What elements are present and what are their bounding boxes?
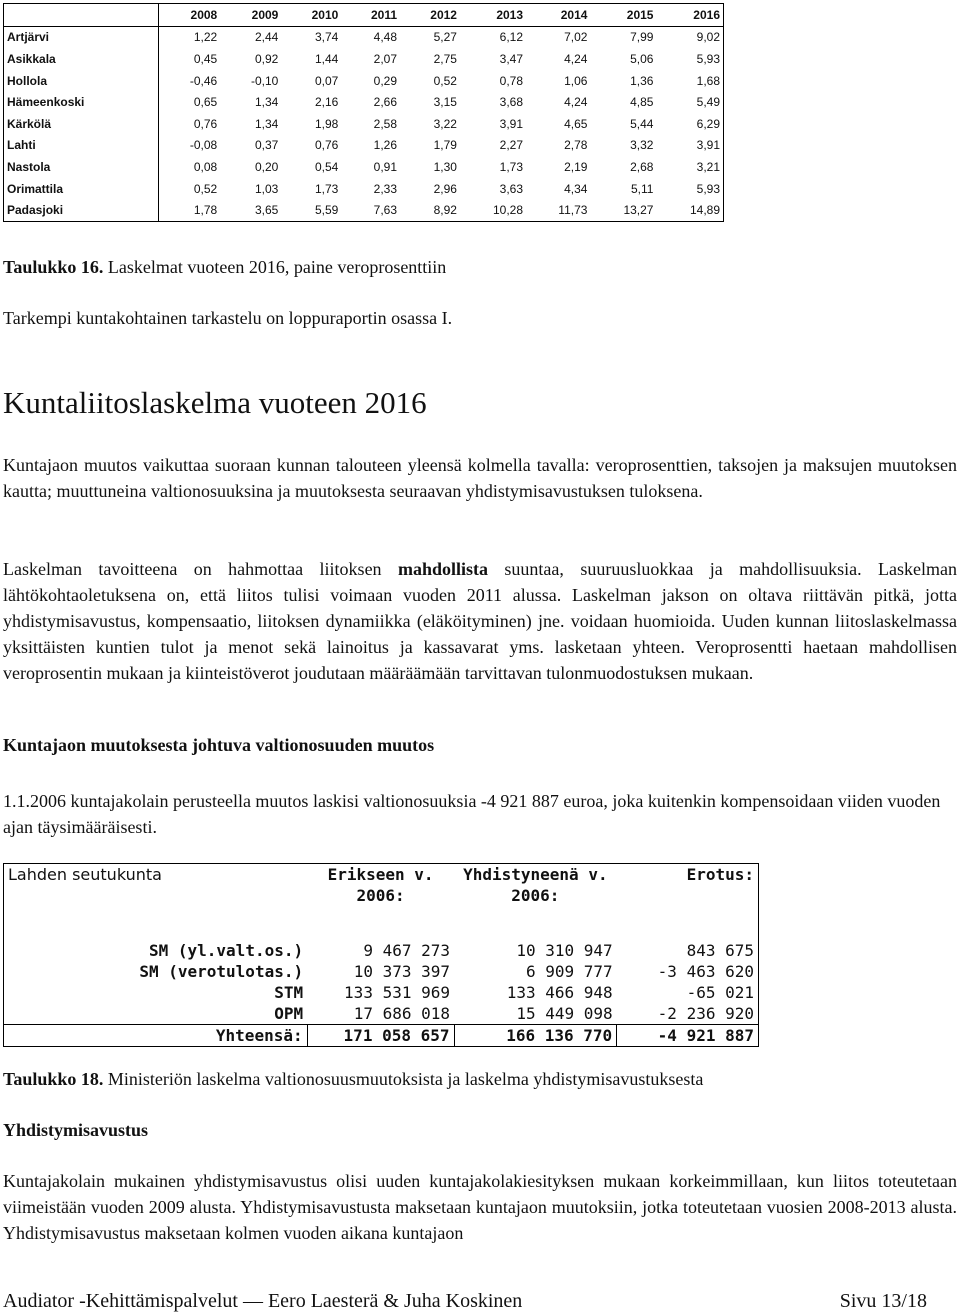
- rate-value: 6,12: [499, 30, 524, 45]
- municipality-name: Asikkala: [4, 48, 159, 70]
- corner-cell: [4, 4, 159, 27]
- caption-label: Taulukko 16.: [3, 257, 104, 277]
- rate-value: 2,27: [499, 138, 524, 153]
- rate-value: 7,99: [630, 30, 654, 45]
- table-row: [4, 961, 759, 982]
- footer-page-number: Sivu 13/18: [839, 1290, 927, 1312]
- subheading-valtionosuus: Kuntajaon muutoksesta johtuva valtionosuuden muutos: [3, 735, 435, 755]
- rate-value: 0,52: [193, 181, 218, 196]
- state-subsidy-table: [3, 863, 759, 1047]
- state-subsidy-header: [4, 864, 759, 907]
- rate-value: 4,24: [564, 51, 588, 66]
- rate-value: 1,78: [158, 199, 220, 221]
- rate-value: 3,32: [630, 138, 654, 153]
- year-header: 2013: [460, 4, 526, 27]
- subheading-yhdistymisavustus: Yhdistymisavustus: [3, 1120, 149, 1140]
- rate-value: 5,49: [656, 91, 723, 113]
- rate-value: 5,11: [631, 181, 654, 196]
- rate-value: 1,73: [499, 159, 524, 174]
- rate-value: 5,93: [656, 178, 723, 200]
- spacer-cell: [4, 906, 308, 940]
- table-row: [4, 940, 759, 961]
- rate-value: 3,68: [499, 95, 524, 110]
- rate-value: 1,22: [193, 30, 218, 45]
- year-header: 2008: [158, 4, 220, 27]
- paragraph-3: 1.1.2006 kuntajakolain perusteella muutos laskisi valtionosuuksia -4 921 887 euroa, joka kuitenkin kompensoidaan viiden vuoden ajan täysimääräisesti.: [3, 791, 941, 837]
- rate-value: 2,19: [564, 159, 588, 174]
- rate-value: 0,76: [314, 138, 339, 153]
- rate-value: 4,65: [564, 116, 588, 131]
- spacer-cell: [454, 906, 617, 940]
- rate-value: 0,78: [499, 73, 524, 88]
- rate-value: 2,75: [433, 51, 457, 66]
- rate-value: 3,63: [499, 181, 524, 196]
- paragraph-2-pre: Laskelman tavoitteena on hahmottaa liitoksen: [3, 559, 398, 579]
- rate-value: 3,91: [656, 135, 723, 157]
- caption-text: Ministeriön laskelma valtionosuusmuutoksista ja laskelma yhdistymisavustuksesta: [103, 1069, 704, 1089]
- col-combined-header: Yhdistyneenä v. 2006:: [454, 864, 617, 907]
- difference-value: -65 021: [617, 982, 759, 1003]
- region-label: Lahden seutukunta: [4, 864, 308, 907]
- rate-value: 8,92: [400, 199, 460, 221]
- table-row: [4, 199, 724, 221]
- rate-value: 6,29: [656, 113, 723, 135]
- table-row: [4, 1003, 759, 1025]
- rate-value: 2,16: [314, 95, 339, 110]
- table-18-caption: [3, 1066, 957, 1092]
- rate-value: 2,44: [255, 30, 279, 45]
- year-header: 2010: [281, 4, 341, 27]
- rate-value: 0,45: [193, 51, 218, 66]
- municipality-name: Nastola: [4, 156, 159, 178]
- rate-value: 0,29: [373, 73, 398, 88]
- municipality-name: Kärkölä: [4, 113, 159, 135]
- rate-value: 0,54: [314, 159, 339, 174]
- paragraph-2: [3, 556, 957, 686]
- total-combined: 166 136 770: [454, 1025, 617, 1047]
- rate-value: 10,28: [460, 199, 526, 221]
- rate-value: 1,79: [433, 138, 457, 153]
- municipality-name: Hämeenkoski: [4, 91, 159, 113]
- rate-value: 1,98: [314, 116, 339, 131]
- combined-value: 6 909 777: [525, 962, 613, 981]
- rate-value: 1,44: [314, 51, 339, 66]
- rate-value: 3,47: [499, 51, 524, 66]
- year-header: 2009: [220, 4, 281, 27]
- caption-label: Taulukko 18.: [3, 1069, 104, 1089]
- rate-value: 5,93: [656, 48, 723, 70]
- difference-value: 843 675: [617, 940, 759, 961]
- table-row: [4, 48, 724, 70]
- separate-value: 133 531 969: [344, 983, 451, 1002]
- rate-value: 1,34: [255, 95, 279, 110]
- rate-value: 5,27: [433, 30, 457, 45]
- tax-rate-table: [3, 3, 724, 222]
- tax-rate-table-header: [4, 4, 724, 27]
- spacer-row: [4, 906, 759, 940]
- combined-value: 133 466 948: [506, 983, 613, 1002]
- total-separate: 171 058 657: [307, 1025, 454, 1047]
- rate-value: 2,68: [630, 159, 654, 174]
- paragraph-1: Kuntajaon muutos vaikuttaa suoraan kunnan talouteen yleensä kolmella tavalla: veroprosenttien, taksojen ja maksujen muutoksen kautta; muuttuneina valtionosuuksina ja muutoksesta seuraavan yhdistymisavustuksen tuloksena.: [3, 455, 957, 501]
- rate-value: 0,65: [193, 95, 218, 110]
- rate-value: 7,02: [564, 30, 588, 45]
- rate-value: 0,91: [373, 159, 398, 174]
- note-text: Tarkempi kuntakohtainen tarkastelu on loppuraportin osassa I.: [3, 308, 453, 328]
- table-row: [4, 113, 724, 135]
- rate-value: 4,24: [564, 95, 588, 110]
- caption-text: Laskelmat vuoteen 2016, paine veroprosenttiin: [103, 257, 447, 277]
- rate-value: 1,06: [564, 73, 588, 88]
- rate-value: -0,10: [251, 73, 279, 88]
- rate-value: -0,08: [189, 138, 218, 153]
- rate-value: 1,34: [255, 116, 279, 131]
- paragraph-4: Kuntajakolain mukainen yhdistymisavustus olisi uuden kuntajakolakiesityksen mukaan korkeimmillaan, kun liitos toteutetaan viimeistään vuoden 2009 alusta. Yhdistymisavustusta maksetaan kuntajaon muutoksiin, jotka toteutetaan vuosien 2008-2013 alusta. Yhdistymisavustus maksetaan kolmen vuoden aikana kuntajaon: [3, 1171, 957, 1243]
- rate-value: 5,44: [630, 116, 654, 131]
- total-difference: -4 921 887: [617, 1025, 759, 1047]
- col-difference-header: Erotus:: [617, 864, 759, 907]
- rate-value: 0,92: [255, 51, 279, 66]
- rate-value: 3,15: [433, 95, 457, 110]
- rate-value: 0,20: [255, 159, 279, 174]
- rate-value: 11,73: [526, 199, 590, 221]
- rate-value: 13,27: [590, 199, 656, 221]
- spacer-cell: [617, 906, 759, 940]
- footer-author: Audiator -Kehittämispalvelut — Eero Laesterä & Juha Koskinen: [3, 1290, 523, 1312]
- ministry-label: STM: [4, 982, 308, 1003]
- paragraph-2-post: suuntaa, suuruusluokkaa ja mahdollisuuksia. Laskelman lähtökohtaoletuksena on, että liitos tulisi voimaan vuoden 2011 alussa. Laskelman jakson on oltava riittävän pitkä, jotta yhdistymisavustus, kompensaatio, liitoksen dynamiikka (eläköityminen) jne. voidaan huomioida. Uuden kunnan liitoslaskelmassa yksittäisten kuntien tulot ja menot sekä lainoitus ja kassavarat yms. lasketaan yhteen. Veroprosentti haetaan mahdollisen veroprosentin mukaan ja kiinteistöverot joudutaan määräämään tarvittavan tulonmuodostuksen mukaan.: [3, 559, 958, 683]
- rate-value: 0,52: [433, 73, 457, 88]
- rate-value: 3,74: [314, 30, 339, 45]
- rate-value: 14,89: [656, 199, 723, 221]
- table-row: [4, 135, 724, 157]
- year-header: 2011: [341, 4, 400, 27]
- year-header: 2015: [590, 4, 656, 27]
- table-16-caption: [3, 254, 957, 280]
- rate-value: 1,26: [373, 138, 398, 153]
- rate-value: 4,85: [630, 95, 654, 110]
- ministry-label: OPM: [4, 1003, 308, 1025]
- rate-value: 0,07: [314, 73, 339, 88]
- rate-value: 4,34: [564, 181, 588, 196]
- rate-value: 2,96: [433, 181, 457, 196]
- rate-value: 2,78: [564, 138, 588, 153]
- rate-value: 0,37: [255, 138, 279, 153]
- rate-value: 1,30: [433, 159, 457, 174]
- total-label: Yhteensä:: [4, 1025, 308, 1047]
- combined-value: 15 449 098: [516, 1004, 613, 1023]
- ministry-label: SM (verotulotas.): [4, 961, 308, 982]
- page-footer: [3, 1290, 927, 1313]
- rate-value: 2,07: [373, 51, 398, 66]
- table-row: [4, 91, 724, 113]
- year-header: 2014: [526, 4, 590, 27]
- rate-value: 0,76: [193, 116, 218, 131]
- year-header: 2016: [656, 4, 723, 27]
- rate-value: 2,58: [373, 116, 398, 131]
- rate-value: 1,73: [314, 181, 339, 196]
- ministry-label: SM (yl.valt.os.): [4, 940, 308, 961]
- state-subsidy-body: [4, 940, 759, 1025]
- table-row: [4, 70, 724, 92]
- paragraph-2-bold: mahdollista: [397, 559, 489, 579]
- table-row: [4, 156, 724, 178]
- table-row: [4, 982, 759, 1003]
- rate-value: 3,91: [499, 116, 524, 131]
- rate-value: 1,36: [630, 73, 654, 88]
- combined-value: 10 310 947: [516, 941, 613, 960]
- municipality-name: Lahti: [4, 135, 159, 157]
- year-header: 2012: [400, 4, 460, 27]
- tax-rate-table-body: [4, 26, 724, 221]
- difference-value: -3 463 620: [617, 961, 759, 982]
- table-row: [4, 178, 724, 200]
- municipality-name: Artjärvi: [4, 26, 159, 48]
- rate-value: 9,02: [656, 26, 723, 48]
- table-row: [4, 26, 724, 48]
- rate-value: 5,59: [281, 199, 341, 221]
- rate-value: 3,22: [433, 116, 457, 131]
- municipality-name: Padasjoki: [4, 199, 159, 221]
- col-separate-header: Erikseen v. 2006:: [307, 864, 454, 907]
- section-heading: Kuntaliitoslaskelma vuoteen 2016: [3, 385, 427, 420]
- separate-value: 17 686 018: [353, 1004, 451, 1023]
- rate-value: 5,06: [630, 51, 654, 66]
- municipality-name: Orimattila: [4, 178, 159, 200]
- rate-value: 4,48: [373, 30, 398, 45]
- rate-value: 2,33: [373, 181, 398, 196]
- rate-value: 7,63: [341, 199, 400, 221]
- rate-value: 3,21: [656, 156, 723, 178]
- rate-value: 1,03: [255, 181, 279, 196]
- spacer-cell: [307, 906, 454, 940]
- rate-value: -0,46: [189, 73, 218, 88]
- difference-value: -2 236 920: [617, 1003, 759, 1025]
- rate-value: 0,08: [193, 159, 218, 174]
- rate-value: 3,65: [220, 199, 281, 221]
- municipality-name: Hollola: [4, 70, 159, 92]
- rate-value: 2,66: [373, 95, 398, 110]
- separate-value: 9 467 273: [363, 941, 451, 960]
- rate-value: 1,68: [656, 70, 723, 92]
- total-row: [4, 1025, 759, 1047]
- separate-value: 10 373 397: [353, 962, 451, 981]
